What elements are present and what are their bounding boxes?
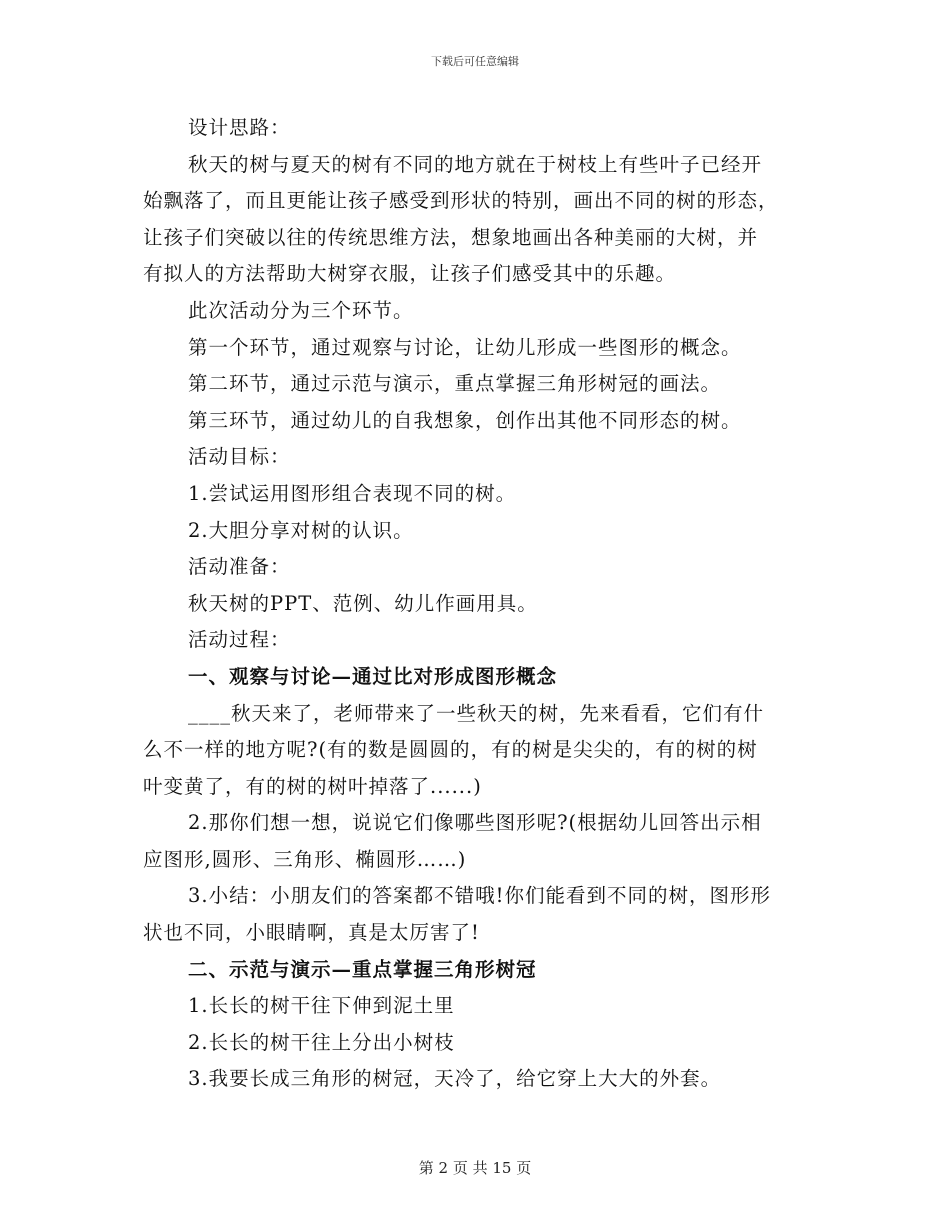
text-line: 秋天树的PPT、范例、幼儿作画用具。 [188, 591, 538, 615]
text-line: 活动准备： [188, 555, 291, 579]
section-heading: 二、示范与演示—重点掌握三角形树冠 [188, 957, 537, 981]
text-line: 有拟人的方法帮助大树穿衣服，让孩子们感受其中的乐趣。 [143, 262, 677, 286]
text-line: 2.长长的树干往上分出小树枝 [188, 1030, 455, 1054]
text-line: 3.我要长成三角形的树冠，天冷了，给它穿上大大的外套。 [188, 1067, 722, 1091]
document-body [143, 110, 813, 1098]
text-line: ____秋天来了，老师带来了一些秋天的树，先来看看，它们有什 [188, 701, 765, 725]
section-heading: 一、观察与讨论—通过比对形成图形概念 [188, 664, 558, 688]
text-line: 第一个环节，通过观察与讨论，让幼儿形成一些图形的概念。 [188, 335, 742, 359]
text-line: 叶变黄了，有的树的树叶掉落了......) [143, 774, 482, 798]
text-line: 此次活动分为三个环节。 [188, 298, 414, 322]
text-line: 1.尝试运用图形组合表现不同的树。 [188, 481, 517, 505]
text-line: 设计思路： [188, 116, 291, 139]
text-line: 3.小结：小朋友们的答案都不错哦!你们能看到不同的树，图形形 [188, 884, 771, 908]
text-line: 第三环节，通过幼儿的自我想象，创作出其他不同形态的树。 [188, 408, 742, 432]
text-line: 1.长长的树干往下伸到泥土里 [188, 994, 455, 1018]
text-line: 状也不同，小眼睛啊，真是太厉害了! [143, 921, 480, 945]
text-line: 让孩子们突破以往的传统思维方法，想象地画出各种美丽的大树，并 [143, 225, 759, 249]
text-line: 么不一样的地方呢?(有的数是圆圆的，有的树是尖尖的，有的树的树 [143, 738, 758, 762]
text-line: 2.那你们想一想，说说它们像哪些图形呢?(根据幼儿回答出示相 [188, 811, 762, 835]
text-line: 应图形,圆形、三角形、椭圆形……) [143, 847, 467, 871]
page-header: 下载后可任意编辑 [431, 55, 519, 68]
text-line: 秋天的树与夏天的树有不同的地方就在于树枝上有些叶子已经开 [188, 152, 763, 176]
page-footer: 第 2 页 共 15 页 [418, 1159, 532, 1177]
text-line: 2.大胆分享对树的认识。 [188, 518, 414, 542]
text-line: 活动目标： [188, 445, 291, 469]
text-line: 始飘落了，而且更能让孩子感受到形状的特别，画出不同的树的形态， [143, 189, 779, 213]
text-line: 活动过程： [188, 628, 291, 652]
text-line: 第二环节，通过示范与演示，重点掌握三角形树冠的画法。 [188, 372, 722, 396]
